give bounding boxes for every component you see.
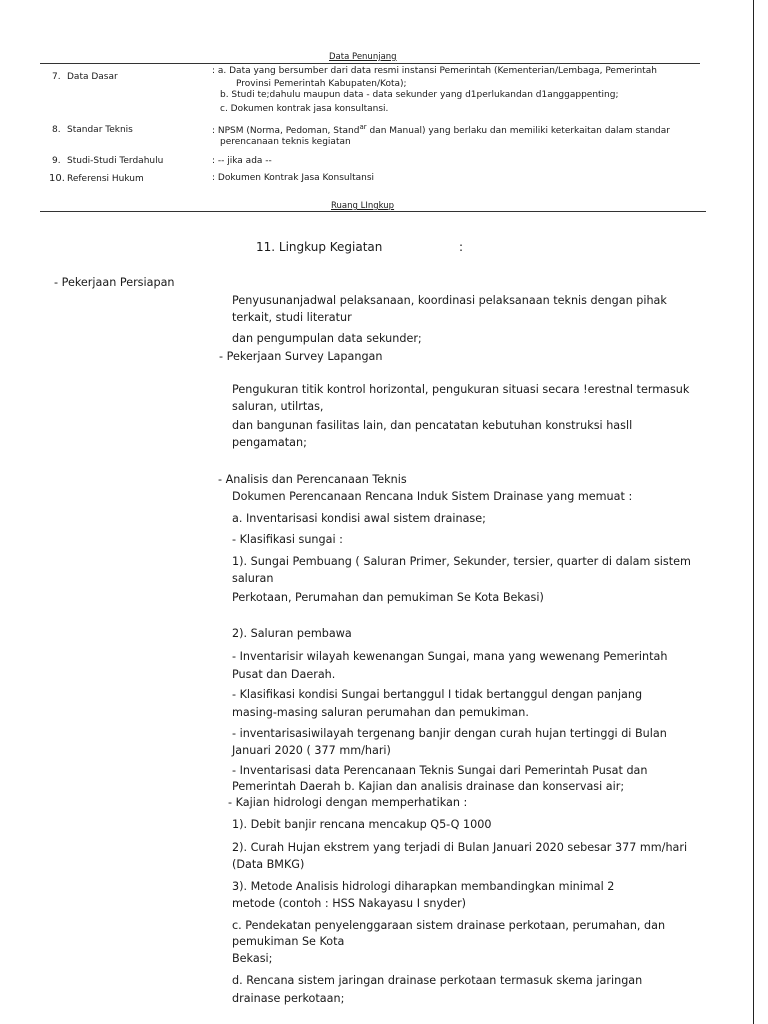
row-value-line: c. Dokumen kontrak jasa konsultansi. [220, 104, 389, 114]
body-line: saluran [232, 572, 274, 585]
body-line: masing-masing saluran perumahan dan pemukiman. [232, 706, 529, 719]
row-label: Standar Teknis [67, 125, 133, 135]
body-line: - Pekerjaan Persiapan [54, 276, 175, 289]
row-value-line: b. Studi te;dahulu maupun data - data sekunder yang d1perlukandan d1anggappenting; [220, 90, 619, 100]
row-number: 10. [49, 173, 65, 184]
row-label: Studi-Studi Terdahulu [67, 156, 164, 166]
row-number: 7. [52, 72, 61, 82]
row-value-line: : NPSM (Norma, Pedoman, Stand$^{ar}$ dan Manual) yang berlaku dan memiliki keterkaitan dalam standar [212, 123, 670, 136]
body-line: - Klasifikasi sungai : [232, 533, 343, 546]
body-line: metode (contoh : HSS Nakayasu I snyder) [232, 897, 467, 910]
row-label: Data Dasar [67, 72, 118, 82]
body-line: - Analisis dan Perencanaan Teknis [218, 473, 407, 486]
body-line: - inventarisasiwilayah tergenang banjir dengan curah hujan tertinggi di Bulan [232, 727, 667, 740]
body-line: dan pengumpulan data sekunder; [232, 332, 422, 345]
body-line: a. Inventarisasi kondisi awal sistem drainase; [232, 512, 486, 525]
body-line: dan bangunan fasilitas lain, dan pencatatan kebutuhan konstruksi hasll [232, 419, 633, 432]
body-line: - Inventarisasi data Perencanaan Teknis Sungai dari Pemerintah Pusat dan [232, 764, 648, 777]
body-line: - Klasifikasi kondisi Sungai bertanggul I tidak bertanggul dengan panjang [232, 688, 643, 701]
body-line: Pengukuran titik kontrol horizontal, pengukuran situasi secara !erestnal termasuk [232, 383, 690, 396]
body-line: - Inventarisir wilayah kewenangan Sungai, mana yang wewenang Pemerintah [232, 650, 668, 663]
row-number: 8. [52, 125, 61, 135]
body-line: pemukiman Se Kota [232, 935, 345, 948]
body-line: Pemerintah Daerah b. Kajian dan analisis drainase dan konservasi air; [232, 780, 625, 793]
row-value-line: : a. Data yang bersumber dari data resmi instansi Pemerintah (Kementerian/Lembaga, Pemerintah [212, 66, 657, 76]
lingkup-colon: : [459, 240, 464, 254]
body-line: 2). Saluran pembawa [232, 627, 352, 640]
lingkup-title: 11. Lingkup Kegiatan [256, 240, 383, 254]
body-line: pengamatan; [232, 436, 307, 449]
body-line: Pusat dan Daerah. [232, 668, 336, 681]
row-value-line: Provinsi Pemerintah Kabupaten/Kota); [236, 79, 407, 89]
page-edge-line [753, 0, 754, 1024]
body-line: 2). Curah Hujan ekstrem yang terjadi di Bulan Januari 2020 sebesar 377 mm/hari [232, 841, 688, 854]
body-line: 1). Debit banjir rencana mencakup Q5-Q 1000 [232, 818, 492, 831]
body-line: Penyusunanjadwal pelaksanaan, koordinasi pelaksanaan teknis dengan pihak [232, 294, 667, 307]
body-line: saluran, utilrtas, [232, 400, 324, 413]
row-label: Referensi Hukum [67, 174, 144, 184]
body-line: terkait, studi literatur [232, 311, 352, 324]
section-header-ruang-lingkup: Ruang LIngkup [331, 201, 395, 211]
body-line: - Pekerjaan Survey Lapangan [219, 350, 383, 363]
row-value-line: : -- jika ada -- [212, 156, 272, 166]
body-line: d. Rencana sistem jaringan drainase perkotaan termasuk skema jaringan [232, 974, 643, 987]
divider-line [40, 63, 700, 64]
divider-line [40, 211, 706, 212]
section-header-data-penunjang: Data Penunjang [329, 52, 397, 62]
body-line: c. Pendekatan penyelenggaraan sistem drainase perkotaan, perumahan, dan [232, 919, 666, 932]
body-line: - Kajian hidrologi dengan memperhatikan : [228, 796, 468, 809]
body-line: Januari 2020 ( 377 mm/hari) [232, 744, 391, 757]
body-line: 3). Metode Analisis hidrologi diharapkan membandingkan minimal 2 [232, 880, 615, 893]
row-value-line: : Dokumen Kontrak Jasa Konsultansi [212, 173, 375, 183]
body-line: Dokumen Perencanaan Rencana Induk Sistem Drainase yang memuat : [232, 490, 633, 503]
body-line: Perkotaan, Perumahan dan pemukiman Se Kota Bekasi) [232, 591, 544, 604]
body-line: (Data BMKG) [232, 858, 305, 871]
body-line: drainase perkotaan; [232, 992, 345, 1005]
body-line: Bekasi; [232, 952, 273, 965]
body-line: 1). Sungai Pembuang ( Saluran Primer, Sekunder, tersier, quarter di dalam sistem [232, 555, 691, 568]
row-value-line: perencanaan teknis kegiatan [220, 137, 351, 147]
row-number: 9. [52, 156, 61, 166]
